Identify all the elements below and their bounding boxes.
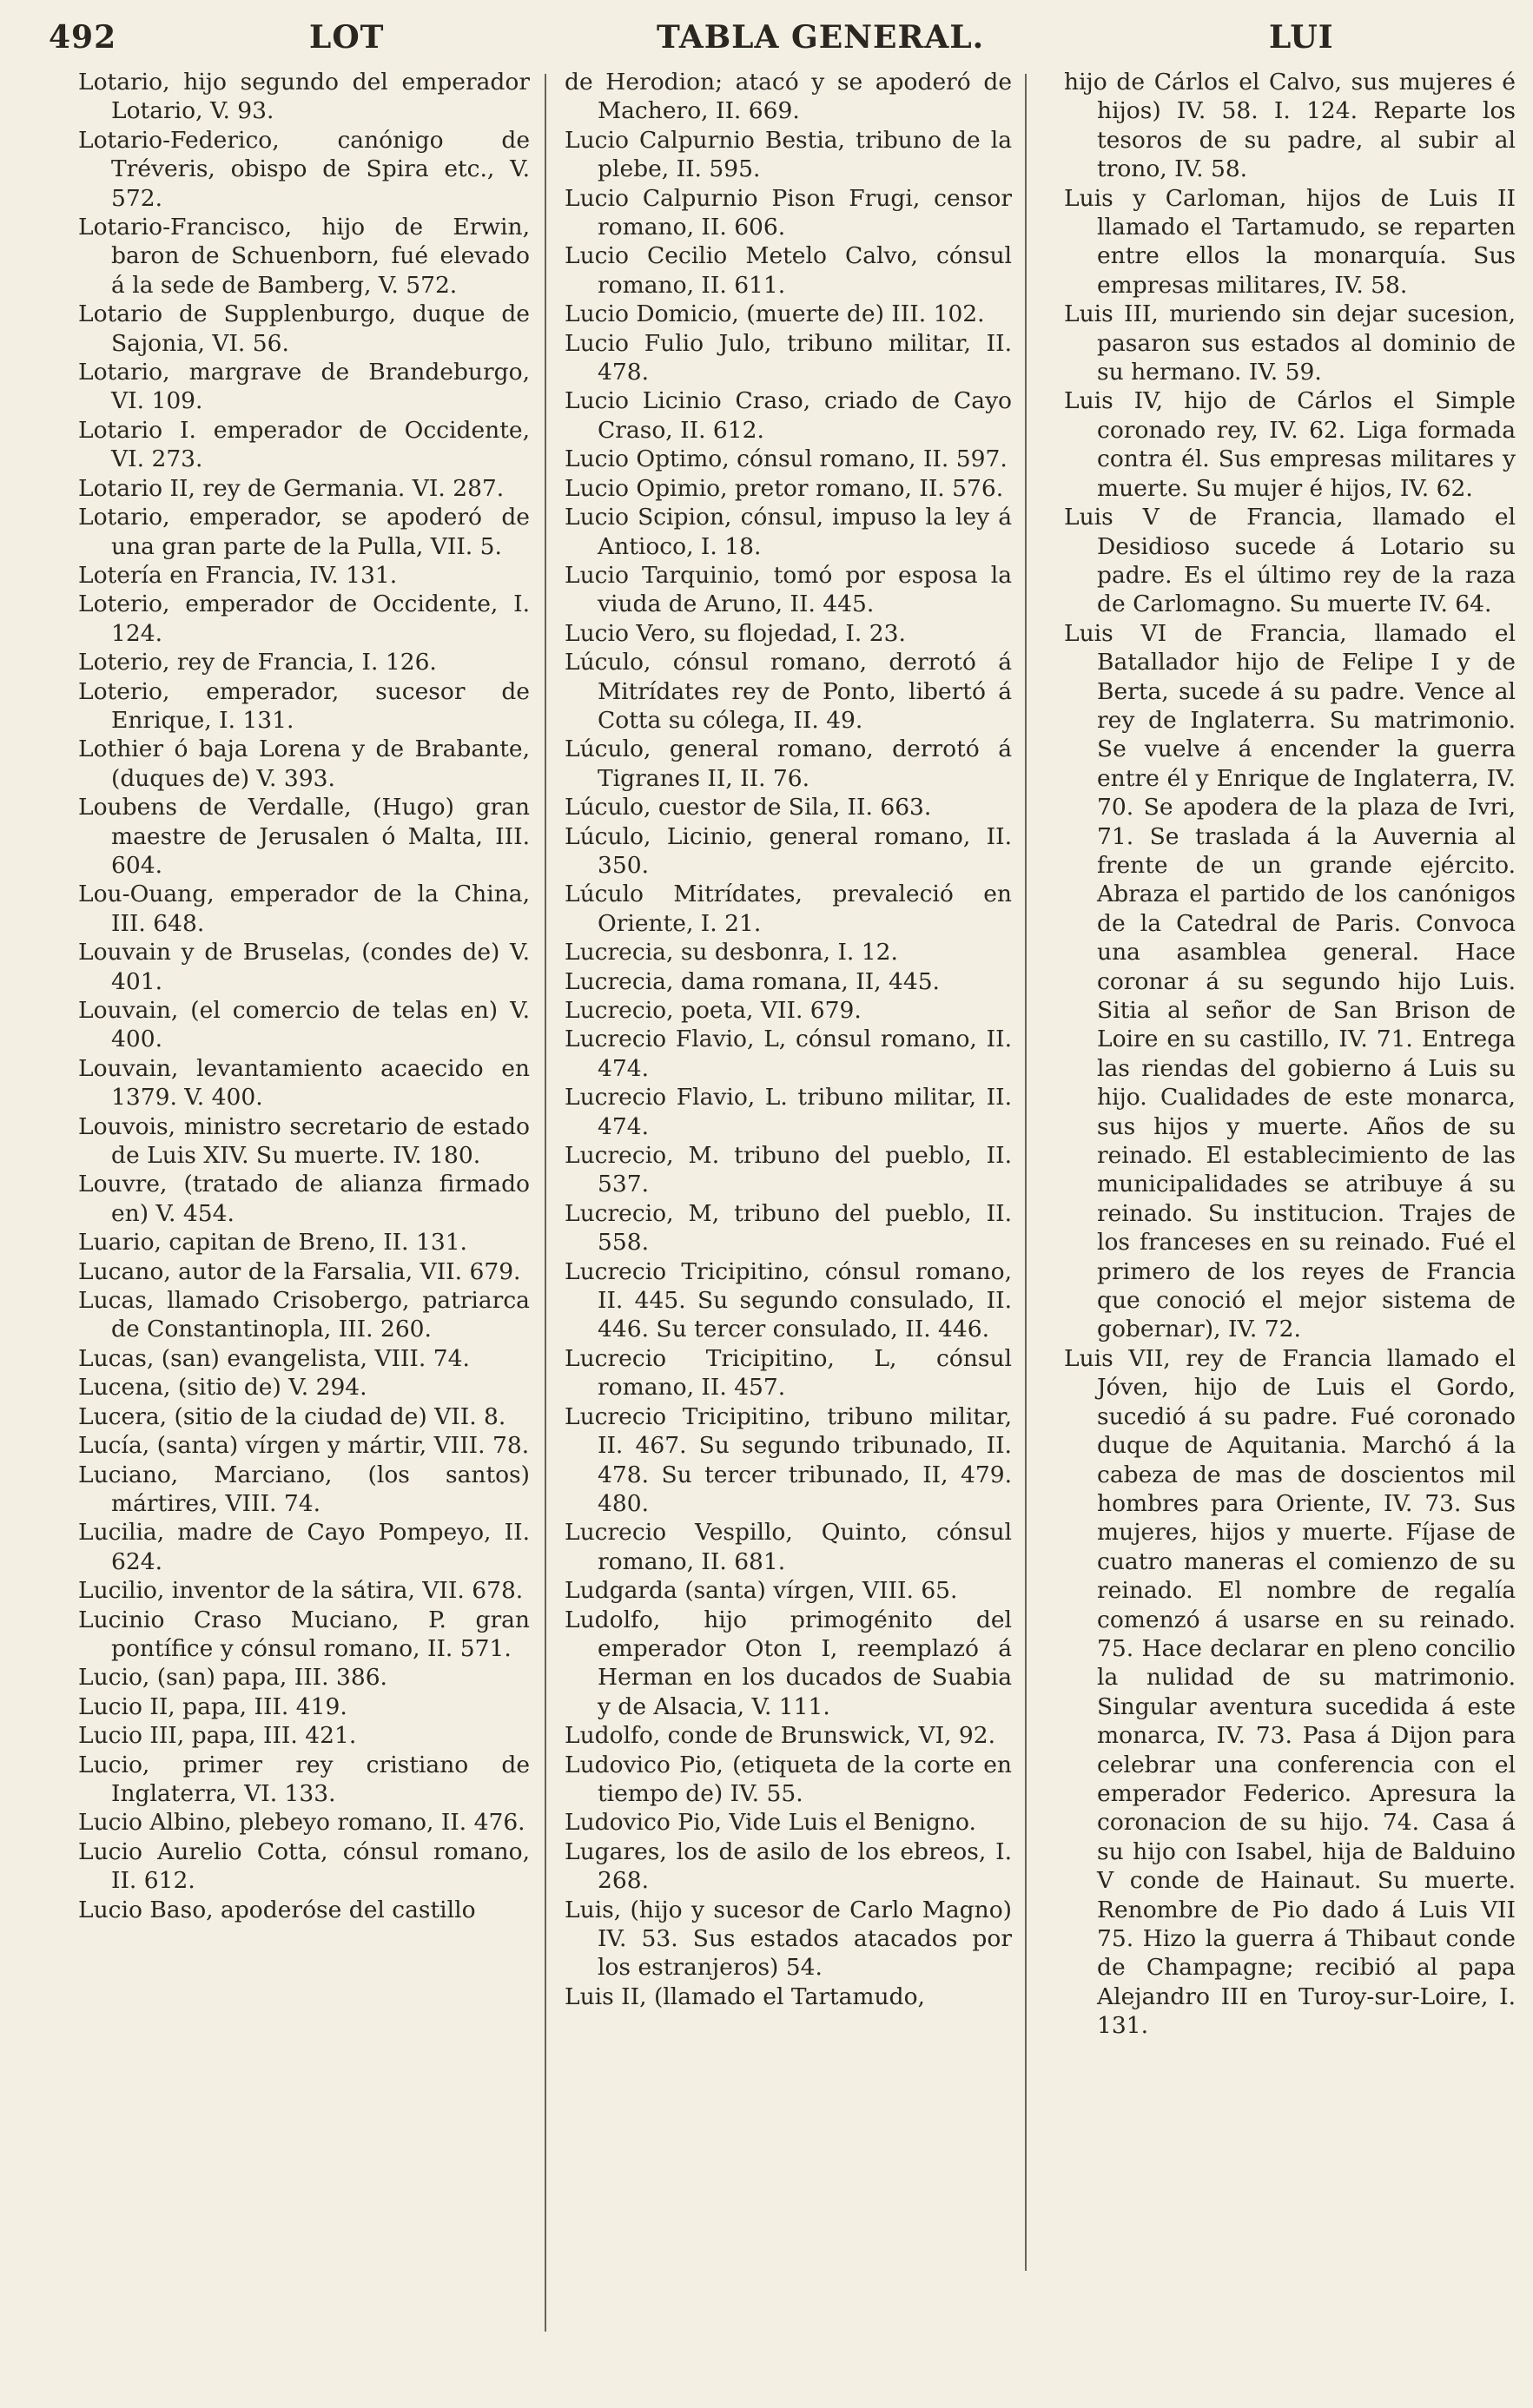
index-entry: Lucio Licinio Craso, criado de Cayo Craso, II. 612. — [565, 387, 1012, 444]
index-entry: Lucrecio, M, tribuno del pueblo, II. 558. — [565, 1199, 1012, 1257]
index-entry: Lotario, emperador, se apoderó de una gran parte de la Pulla, VII. 5. — [78, 504, 530, 560]
index-entry: Lucilio, inventor de la sátira, VII. 678. — [78, 1577, 524, 1605]
index-entry: Lucas, (san) evangelista, VIII. 74. — [78, 1344, 470, 1372]
index-entry: Lotario, margrave de Brandeburgo, VI. 109. — [78, 359, 530, 415]
index-entry: Luis II, (llamado el Tartamudo, — [565, 1982, 925, 2010]
index-entry: Louvain y de Bruselas, (condes de) V. 401. — [78, 939, 530, 995]
index-entry: Ludolfo, conde de Brunswick, VI, 92. — [565, 1722, 996, 1750]
index-entry: Louvois, ministro secretario de estado de Luis XIV. Su muerte. IV. 180. — [78, 1112, 530, 1170]
index-entry: Ludolfo, hijo primogénito del emperador Oton I, reemplazó á Herman en los ducados de Suabia y de Alsacia, V. 111. — [565, 1606, 1012, 1720]
index-entry: Lucio Aurelio Cotta, cónsul romano, II. 612. — [78, 1837, 530, 1895]
index-entry: Lucio Opimio, pretor romano, II. 576. — [565, 474, 1004, 502]
index-entry: Lúculo, general romano, derrotó á Tigranes II, II. 76. — [565, 736, 1012, 792]
index-entry: Lotario II, rey de Germania. VI. 287. — [78, 474, 505, 502]
column-rule-left — [545, 74, 546, 2332]
index-entry: Lotario-Federico, canónigo de Tréveris, obispo de Spira etc., V. 572. — [78, 126, 530, 212]
index-entry: Luis IV, hijo de Cárlos el Simple coronado rey, IV. 62. Liga formada contra él. Sus empresas militares y muerte. Su mujer é hijos, IV. 62. — [1064, 387, 1516, 502]
index-entry: Louvain, levantamiento acaecido en 1379. V. 400. — [78, 1054, 530, 1112]
index-entry: Louvain, (el comercio de telas en) V. 400. — [78, 997, 530, 1053]
index-entry: Lotario de Supplenburgo, duque de Sajonia, VI. 56. — [78, 300, 530, 357]
index-entry: de Herodion; atacó y se apoderó de Machero, II. 669. — [565, 69, 1012, 125]
index-entry: Luis III, muriendo sin dejar sucesion, pasaron sus estados al dominio de su hermano. IV. 59. — [1064, 300, 1516, 386]
column-rule-right — [1025, 74, 1027, 2271]
index-entry: hijo de Cárlos el Calvo, sus mujeres é hijos) IV. 58. I. 124. Reparte los tesoros de su padre, al subir al trono, IV. 58. — [1064, 69, 1516, 183]
index-entry: Luis VI de Francia, llamado el Batallador hijo de Felipe I y de Berta, sucede á su padre. Vence al rey de Inglaterra. Su matrimonio. Se vuelve á encender la guerra entre él y Enrique de Inglaterra, IV. 70. Se apodera de la plaza de Ivri, 71. Se traslada á la Auvernia al frente de un grande ejército. Abraza el partido de los canónigos de la Catedral de Paris. Convoca una asamblea general. Hace coronar á su segundo hijo Luis. Sitia al señor de San Brison de Loire en su castillo, IV. 71. Entrega las riendas del gobierno á Luis su hijo. Cualidades de este monarca, sus hijos y muerte. Años de su reinado. El establecimiento de las municipalidades se atribuye á su reinado. Su institucion. Trajes de los franceses en su reinado. Fué el primero de los reyes de Francia que conoció el mejor sistema de gobernar), IV. 72. — [1064, 619, 1516, 1343]
index-column-right — [1064, 68, 1516, 2378]
page-number: 492 — [49, 19, 117, 56]
index-entry: Luis, (hijo y sucesor de Carlo Magno) IV. 53. Sus estados atacados por los estranjeros) 54. — [565, 1896, 1012, 1982]
index-entry: Lucrecio Vespillo, Quinto, cónsul romano, II. 681. — [565, 1519, 1012, 1575]
index-entry: Lucas, llamado Crisobergo, patriarca de Constantinopla, III. 260. — [78, 1287, 530, 1343]
index-entry: Luis y Carloman, hijos de Luis II llamado el Tartamudo, se reparten entre ellos la monarquía. Sus empresas militares, IV. 58. — [1064, 184, 1516, 299]
index-entry: Lucio Baso, apoderóse del castillo — [78, 1896, 476, 1923]
index-entry: Lucrecio Tricipitino, cónsul romano, II. 445. Su segundo consulado, II. 446. Su tercer consulado, II. 446. — [565, 1257, 1012, 1343]
index-entry: Loubens de Verdalle, (Hugo) gran maestre de Jerusalen ó Malta, III. 604. — [78, 794, 530, 879]
index-entry: Lotario, hijo segundo del emperador Lotario, V. 93. — [78, 69, 530, 125]
index-column-left — [78, 68, 530, 2378]
index-entry: Louvre, (tratado de alianza firmado en) V. 454. — [78, 1171, 530, 1227]
index-entry: Lúculo, cónsul romano, derrotó á Mitrídates rey de Ponto, libertó á Cotta su cólega, II. 49. — [565, 649, 1012, 734]
index-entry: Lúculo Mitrídates, prevaleció en Oriente, I. 21. — [565, 881, 1012, 937]
index-entry: Lucía, (santa) vírgen y mártir, VIII. 78. — [78, 1432, 530, 1460]
index-entry: Lotería en Francia, IV. 131. — [78, 561, 398, 589]
index-entry: Loterio, emperador, sucesor de Enrique, I. 131. — [78, 677, 530, 734]
index-entry: Lucio Tarquinio, tomó por esposa la viuda de Aruno, II. 445. — [565, 561, 1012, 618]
index-entry: Luciano, Marciano, (los santos) mártires, VIII. 74. — [78, 1461, 530, 1517]
index-entry: Lucio Cecilio Metelo Calvo, cónsul romano, II. 611. — [565, 242, 1012, 299]
left-heading: LOT — [309, 19, 385, 56]
index-entry: Lucio Scipion, cónsul, impuso la ley á Antioco, I. 18. — [565, 504, 1012, 560]
index-entry: Luario, capitan de Breno, II. 131. — [78, 1229, 467, 1257]
index-entry: Loterio, rey de Francia, I. 126. — [78, 649, 437, 676]
index-column-middle — [565, 68, 1012, 2378]
index-entry: Lucrecia, su desbonra, I. 12. — [565, 939, 898, 966]
index-entry: Lotario I. emperador de Occidente, VI. 273. — [78, 416, 530, 473]
index-entry: Lucilia, madre de Cayo Pompeyo, II. 624. — [78, 1519, 530, 1575]
index-entry: Lucio Domicio, (muerte de) III. 102. — [565, 300, 985, 328]
center-heading: TABLA GENERAL. — [657, 19, 985, 56]
running-header — [49, 19, 1516, 71]
index-entry: Lucera, (sitio de la ciudad de) VII. 8. — [78, 1402, 506, 1430]
index-entry: Lou-Ouang, emperador de la China, III. 648. — [78, 881, 530, 937]
index-entry: Ludgarda (santa) vírgen, VIII. 65. — [565, 1577, 958, 1605]
index-entry: Lucrecio Tricipitino, L, cónsul romano, II. 457. — [565, 1344, 1012, 1402]
index-entry: Lucio Albino, plebeyo romano, II. 476. — [78, 1809, 525, 1837]
index-entry: Lucio Vero, su flojedad, I. 23. — [565, 619, 906, 647]
index-entry: Ludovico Pio, (etiqueta de la corte en tiempo de) IV. 55. — [565, 1751, 1012, 1807]
index-entry: Lucio Fulio Julo, tribuno militar, II. 478. — [565, 329, 1012, 386]
index-entry: Lothier ó baja Lorena y de Brabante, (duques de) V. 393. — [78, 736, 530, 792]
index-entry: Lucrecio Flavio, L, cónsul romano, II. 474. — [565, 1026, 1012, 1082]
index-entry: Luis VII, rey de Francia llamado el Jóven, hijo de Luis el Gordo, sucedió á su padre. Fué coronado duque de Aquitania. Marchó á la cabeza de mas de doscientos mil hombres para Oriente, IV. 73. Sus mujeres, hijos y muerte. Fíjase de cuatro maneras el comienzo de su reinado. El nombre de regalía comenzó á usarse en su reinado. 75. Hace declarar en pleno concilio la nulidad de su matrimonio. Singular aventura sucedida á este monarca, IV. 73. Pasa á Dijon para celebrar una conferencia con el emperador Federico. Apresura la coronacion de su hijo. 74. Casa á su hijo con Isabel, hija de Balduino V conde de Hainaut. Su muerte. Renombre de Pio dado á Luis VII 75. Hizo la guerra á Thibaut conde de Champagne; recibió al papa Alejandro III en Turoy-sur-Loire, I. 131. — [1064, 1344, 1516, 2040]
index-entry: Lucano, autor de la Farsalia, VII. 679. — [78, 1257, 521, 1285]
index-entry: Luis V de Francia, llamado el Desidioso sucede á Lotario su padre. Es el último rey de la raza de Carlomagno. Su muerte IV. 64. — [1064, 504, 1516, 618]
index-entry: Lotario-Francisco, hijo de Erwin, baron de Schuenborn, fué elevado á la sede de Bamberg, V. 572. — [78, 214, 530, 299]
index-entry: Lucinio Craso Muciano, P. gran pontífice y cónsul romano, II. 571. — [78, 1606, 530, 1662]
index-entry: Lucrecia, dama romana, II, 445. — [565, 967, 940, 995]
index-entry: Lugares, los de asilo de los ebreos, I. 268. — [565, 1837, 1012, 1895]
index-entry: Lúculo, Licinio, general romano, II. 350. — [565, 822, 1012, 879]
index-entry: Lucrecio, M. tribuno del pueblo, II. 537. — [565, 1142, 1012, 1198]
index-entry: Lucio Optimo, cónsul romano, II. 597. — [565, 445, 1008, 473]
index-entry: Lúculo, cuestor de Sila, II. 663. — [565, 794, 932, 821]
index-entry: Lucio III, papa, III. 421. — [78, 1722, 357, 1750]
index-entry: Lucena, (sitio de) V. 294. — [78, 1374, 367, 1402]
index-entry: Lucio, primer rey cristiano de Inglaterra, VI. 133. — [78, 1751, 530, 1807]
index-entry: Lucrecio Tricipitino, tribuno militar, II. 467. Su segundo tribunado, II. 478. Su tercer tribunado, II, 479. 480. — [565, 1402, 1012, 1517]
index-entry: Lucrecio Flavio, L. tribuno militar, II. 474. — [565, 1084, 1012, 1140]
index-entry: Lucrecio, poeta, VII. 679. — [565, 997, 862, 1024]
index-entry: Ludovico Pio, Vide Luis el Benigno. — [565, 1809, 976, 1837]
right-heading: LUI — [1269, 19, 1334, 56]
index-entry: Loterio, emperador de Occidente, I. 124. — [78, 590, 530, 647]
index-entry: Lucio, (san) papa, III. 386. — [78, 1664, 387, 1692]
index-entry: Lucio Calpurnio Bestia, tribuno de la plebe, II. 595. — [565, 126, 1012, 183]
index-entry: Lucio II, papa, III. 419. — [78, 1692, 347, 1720]
index-entry: Lucio Calpurnio Pison Frugi, censor romano, II. 606. — [565, 184, 1012, 241]
